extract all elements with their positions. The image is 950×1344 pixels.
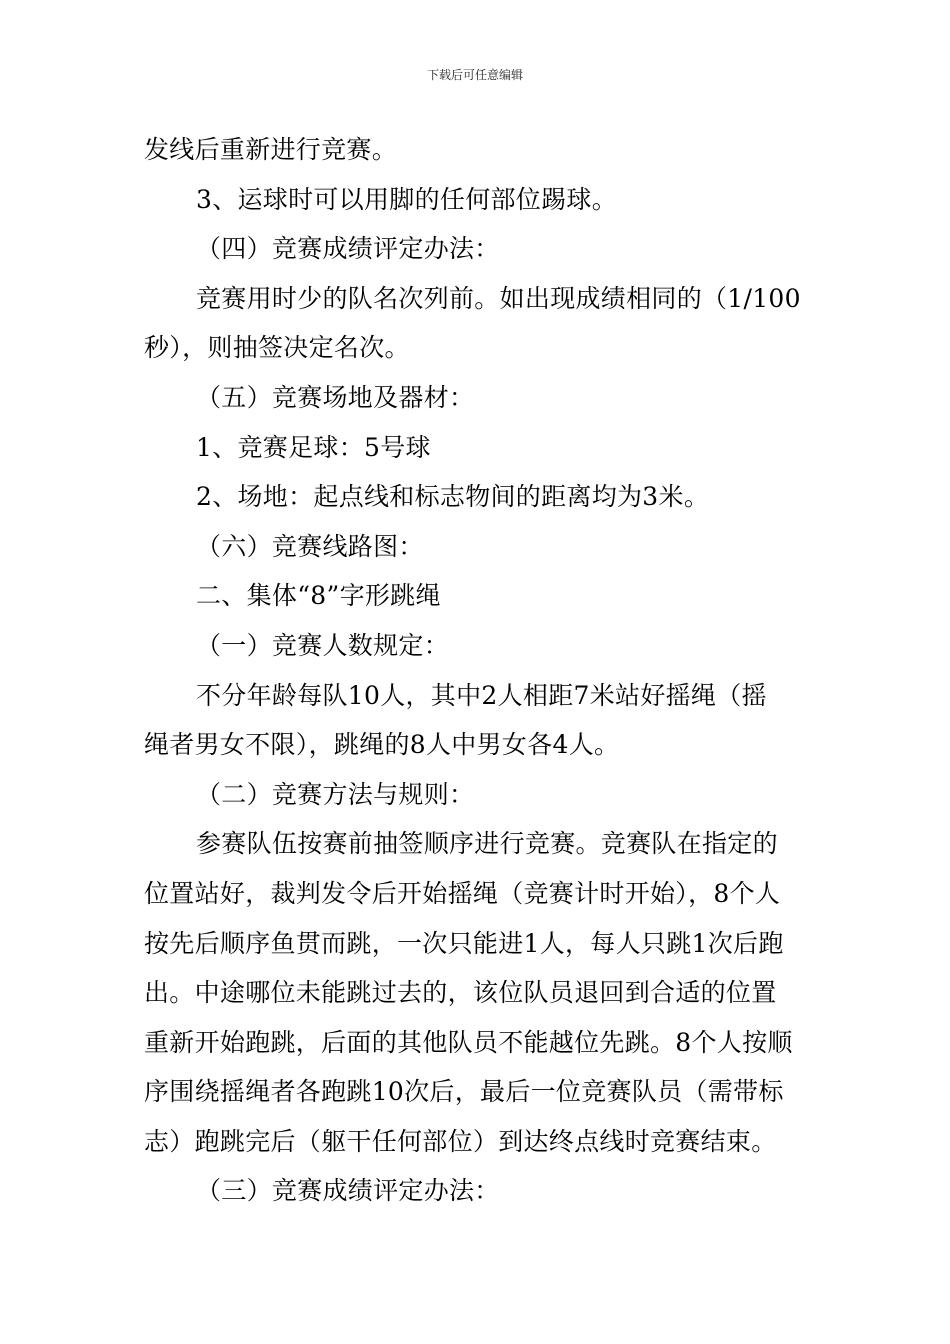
text-line: 重新开始跑跳，后面的其他队员不能越位先跳。8个人按顺 <box>144 1027 793 1057</box>
text-line: （五）竞赛场地及器材： <box>196 382 475 412</box>
text-line: （二）竞赛方法与规则： <box>196 779 475 809</box>
document-body <box>144 125 808 1216</box>
text-line: 发线后重新进行竞赛。 <box>144 135 398 164</box>
text-line: 参赛队伍按赛前抽签顺序进行竞赛。竞赛队在指定的 <box>196 829 778 859</box>
text-line: 竞赛用时少的队名次列前。如出现成绩相同的（1/100 <box>196 283 801 313</box>
text-line: （一）竞赛人数规定： <box>196 630 450 660</box>
text-line: 出。中途哪位未能跳过去的，该位队员退回到合适的位置 <box>144 978 777 1008</box>
text-line: 按先后顺序鱼贯而跳，一次只能进1人，每人只跳1次后跑 <box>144 928 784 958</box>
text-line: 2、场地：起点线和标志物间的距离均为3米。 <box>196 482 710 512</box>
text-line: （四）竞赛成绩评定办法： <box>196 234 500 264</box>
text-line: 3、运球时可以用脚的任何部位踢球。 <box>196 184 618 214</box>
text-line: 1、竞赛足球：5号球 <box>196 432 431 462</box>
text-line: （六）竞赛线路图： <box>196 531 424 561</box>
text-line: 绳者男女不限），跳绳的8人中男女各4人。 <box>144 730 620 760</box>
text-line: 志）跑跳完后（躯干任何部位）到达终点线时竞赛结束。 <box>144 1126 777 1156</box>
text-line: 不分年龄每队10人，其中2人相距7米站好摇绳（摇 <box>196 680 767 710</box>
page-header: 下载后可任意编辑 <box>426 68 523 82</box>
text-line: 二、集体“8”字形跳绳 <box>196 581 441 611</box>
text-line: 序围绕摇绳者各跑跳10次后，最后一位竞赛队员（需带标 <box>144 1077 784 1107</box>
text-line: 位置站好，裁判发令后开始摇绳（竞赛计时开始），8个人 <box>144 878 781 908</box>
text-line: 秒），则抽签决定名次。 <box>144 333 410 363</box>
text-line: （三）竞赛成绩评定办法： <box>196 1176 500 1206</box>
